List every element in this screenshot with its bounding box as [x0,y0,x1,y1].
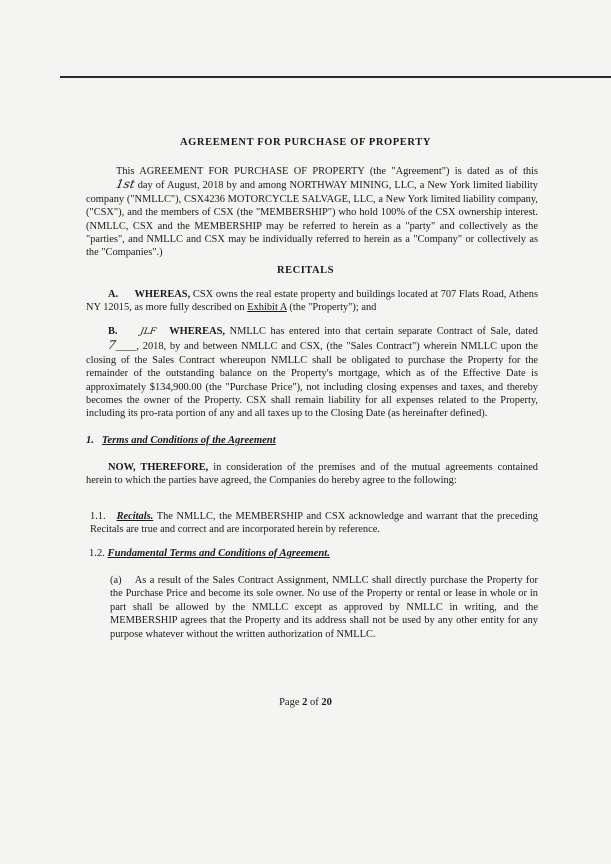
handwritten-date: 7 [106,338,117,353]
page-footer: Page 2 of 20 [279,697,332,708]
recitals-heading: RECITALS [277,265,334,276]
clause-1-2-heading: 1.2. Fundamental Terms and Conditions of Agreement. [89,548,330,559]
clause-1-2-a: (a) As a result of the Sales Contract Assignment, NMLLC shall directly purchase the Property for the Purchase Price and become its sole owner. No use of the Property or rental or lease in whole or in part shall be allowed by the NMLLC except as approved by NMLLC in writing, and the MEMBERSHIP agrees that the Property and its address shall not be used by any other entity for any purpose whatever without the written authorization of NMLLC. [110,575,538,640]
now-therefore-paragraph: NOW, THEREFORE, in consideration of the premises and of the mutual agreements contained herein to which the parties have agreed, the Companies do hereby agree to the following: [86,462,539,487]
handwritten-initials: JLF [138,327,157,337]
section-1-heading: 1. Terms and Conditions of the Agreement [86,435,276,446]
intro-paragraph: This AGREEMENT FOR PURCHASE OF PROPERTY (the "Agreement") is dated as of this 1st day of August, 2018 by and among NORTHWAY MINING, LLC, a New York limited liability company ("NMLLC"), CSX4236 MOTORCYCLE SALVAGE, LLC, a New York limited liability company, ("CSX"), and the members of CSX (the "MEMBERSHIP") who hold 100% of the CSX ownership interest. (NMLLC, CSX and the MEMBERSHIP may be referred to herein as a "party" and collectively as the "parties", and NMLLC and CSX may be individually referred to herein as a "Company" or collectively as the "Companies".) [86,166,538,259]
clause-1-1: 1.1. Recitals. The NMLLC, the MEMBERSHIP and CSX acknowledge and warrant that the preceding Recitals are true and correct and are incorporated herein by reference. [90,511,539,536]
top-rule [60,76,611,78]
page-number: 2 [302,697,308,708]
recital-a: A. WHEREAS, CSX owns the real estate property and buildings located at 707 Flats Road, Athens NY 12015, as more fully described on Exhibit A (the "Property"); and [86,289,538,314]
handwritten-day: 1st [114,177,136,192]
document-title: AGREEMENT FOR PURCHASE OF PROPERTY [179,137,432,148]
exhibit-a-reference: Exhibit A [247,302,287,314]
recital-b: B. JLF WHEREAS, NMLLC has entered into that certain separate Contract of Sale, dated 7____, 2018, by and between NMLLC and CSX, (the "Sales Contract") wherein NMLLC upon the closing of the Sales Contract whereupon NMLLC shall be obligated to purchase the Property for the remainder of the outstanding balance on the Property's mortgage, which as of the Effective Date is approximately $134,900.00 (the "Purchase Price"), not including closing expenses and taxes, and thereby becomes the owner of the Property. CSX shall remain liability for all expenses related to the Property, including its pro-rata portion of any and all taxes up to the Closing Date (as hereinafter defined). [86,326,539,420]
total-pages: 20 [321,697,332,708]
